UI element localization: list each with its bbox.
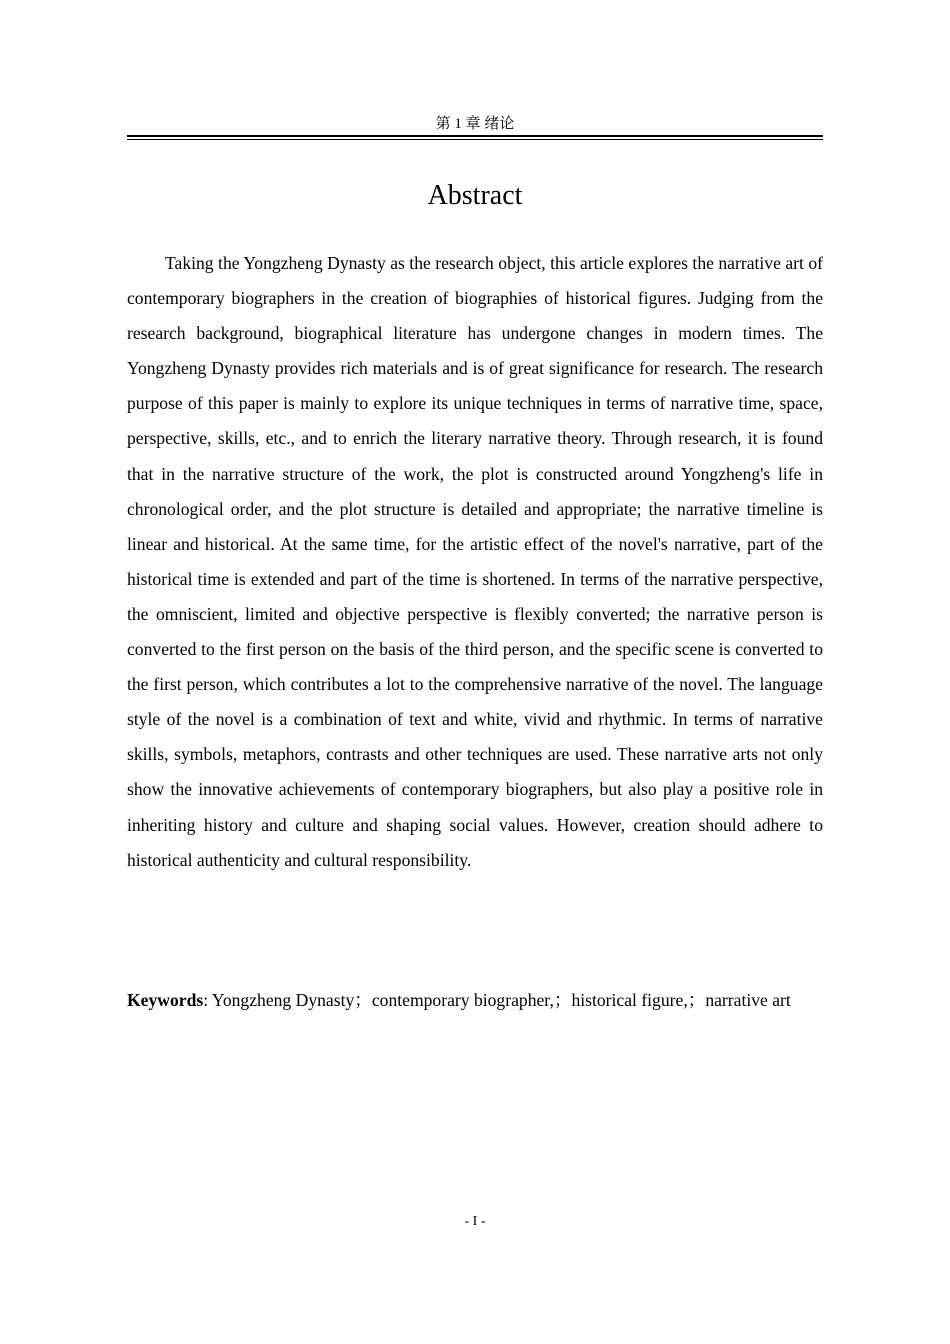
header-rule-thick [127, 135, 823, 137]
keywords-label: Keywords [127, 990, 204, 1010]
keywords-value: Yongzheng Dynasty；contemporary biographer,；historical figure,；narrative art [211, 990, 791, 1010]
abstract-paragraph: Taking the Yongzheng Dynasty as the research object, this article explores the narrative art of contemporary biographers in the creation of biographies of historical figures. Judging from the research background, biographical literature has undergone changes in modern times. The Yongzheng Dynasty provides rich materials and is of great significance for research. The research purpose of this paper is mainly to explore its unique techniques in terms of narrative time, space, perspective, skills, etc., and to enrich the literary narrative theory. Through research, it is found that in the narrative structure of the work, the plot is constructed around Yongzheng's life in chronological order, and the plot structure is detailed and appropriate; the narrative timeline is linear and historical. At the same time, for the artistic effect of the novel's narrative, part of the historical time is extended and part of the time is shortened. In terms of the narrative perspective, the omniscient, limited and objective perspective is flexibly converted; the narrative person is converted to the first person on the basis of the third person, and the specific scene is converted to the first person, which contributes a lot to the comprehensive narrative of the novel. The language style of the novel is a combination of text and white, vivid and rhythmic. In terms of narrative skills, symbols, metaphors, contrasts and other techniques are used. These narrative arts not only show the innovative achievements of contemporary biographers, but also play a positive role in inheriting history and culture and shaping social values. However, creation should adhere to historical authenticity and cultural responsibility. [127, 253, 823, 870]
keywords-line [127, 983, 823, 1018]
abstract-title: Abstract [427, 180, 523, 211]
running-header: 第 1 章 绪论 [435, 116, 515, 132]
header-rule-thin [127, 139, 823, 140]
keywords-separator: : [203, 990, 212, 1010]
page-number: - I - [464, 1214, 486, 1229]
